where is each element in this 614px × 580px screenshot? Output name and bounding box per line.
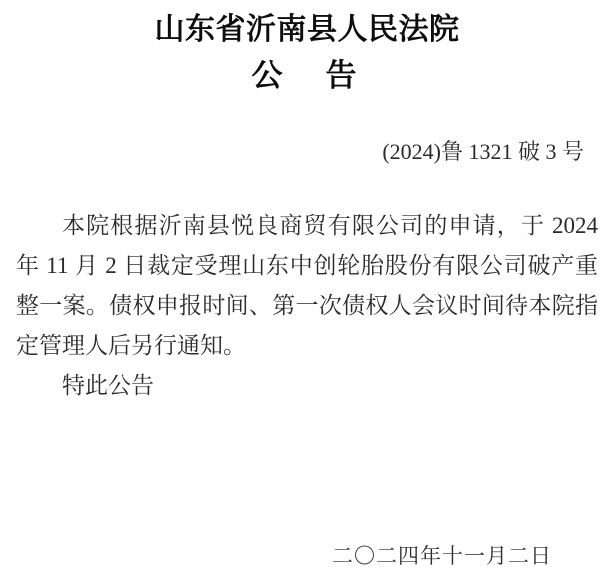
announcement-date: 二〇二四年十一月二日 xyxy=(332,544,552,568)
announcement-paragraph: 本院根据沂南县悦良商贸有限公司的申请，于 2024 年 11 月 2 日裁定受理山东中创轮胎股份有限公司破产重整一案。债权申报时间、第一次债权人会议时间待本院指定管理人后另行通知。 xyxy=(16,213,598,358)
court-title: 山东省沂南县人民法院 xyxy=(154,13,460,46)
closing-statement: 特此公告 xyxy=(62,373,154,398)
announcement-body xyxy=(0,206,614,406)
notice-title: 公 告 xyxy=(251,58,363,93)
case-number: (2024)鲁 1321 破 3 号 xyxy=(382,139,584,164)
